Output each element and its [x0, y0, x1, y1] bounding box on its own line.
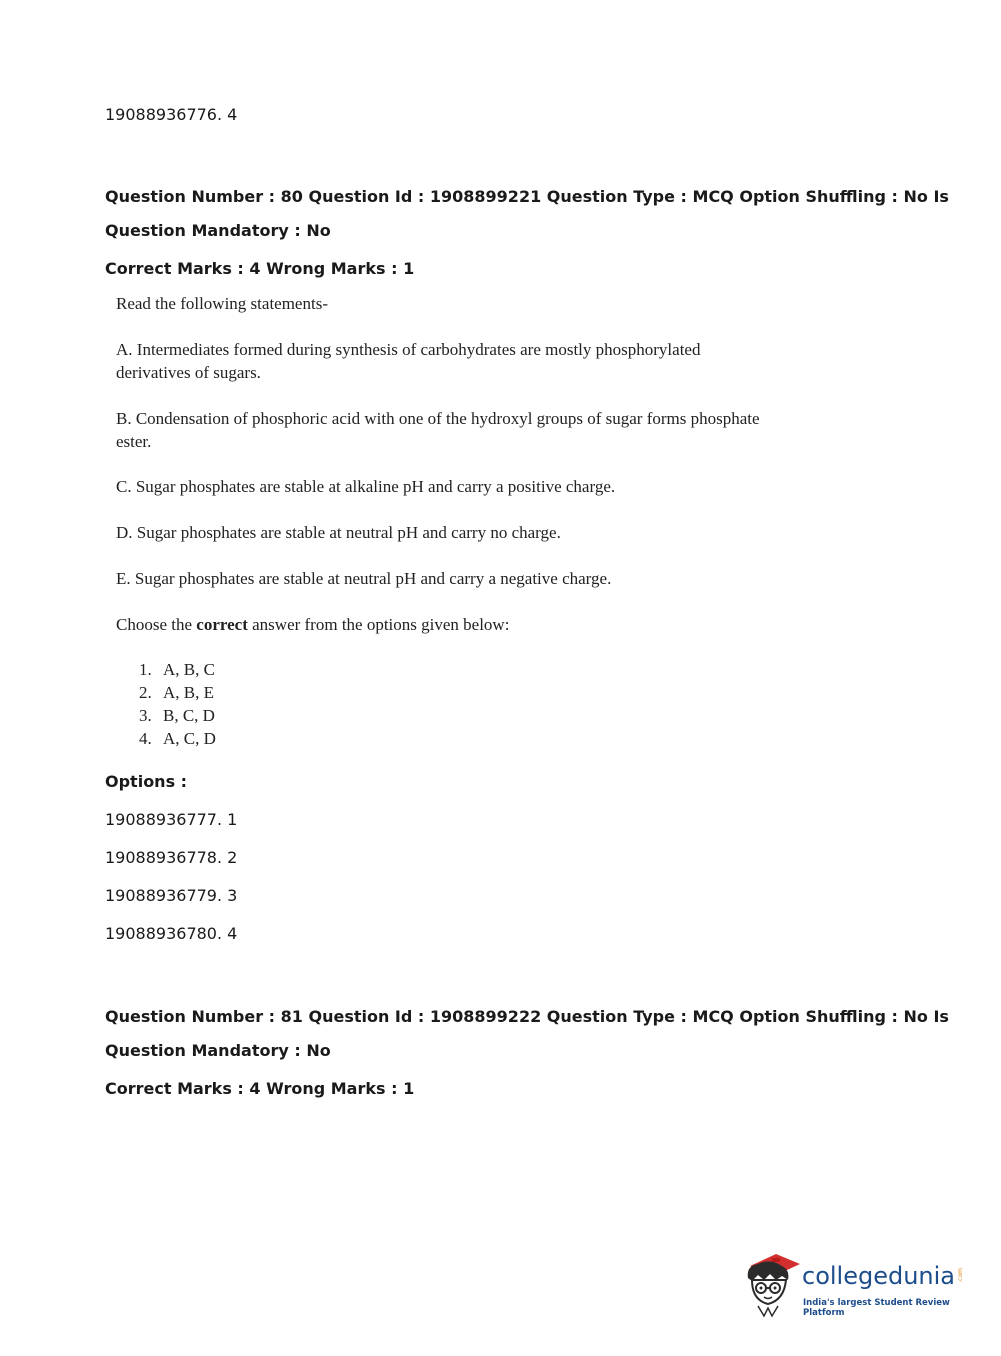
q80-choose-bold: correct — [196, 615, 248, 634]
q80-intro: Read the following statements- — [116, 294, 328, 313]
q80-options-label: Options : — [105, 772, 188, 791]
q80-statement-a-line1: A. Intermediates formed during synthesis of carbohydrates are mostly phosphorylated — [116, 340, 701, 359]
q81-header-line1: Question Number : 81 Question Id : 1908899222 Question Type : MCQ Option Shuffling : No Is — [105, 1007, 949, 1026]
q80-choices-list — [139, 658, 216, 750]
q80-choice — [139, 681, 216, 704]
q80-option-2: 19088936778. 2 — [105, 848, 238, 867]
q80-choose-instruction — [116, 613, 509, 636]
q80-option-1: 19088936777. 1 — [105, 810, 238, 829]
logo-com-suffix: .com — [957, 1268, 964, 1283]
q80-choice — [139, 658, 216, 681]
q80-choice — [139, 727, 216, 750]
q80-statement-d: D. Sugar phosphates are stable at neutral pH and carry no charge. — [116, 523, 561, 542]
q80-header-line2: Question Mandatory : No — [105, 221, 331, 240]
q80-option-3: 19088936779. 3 — [105, 886, 238, 905]
q80-choice-text: A, B, C — [163, 660, 215, 679]
q80-choice — [139, 704, 216, 727]
q80-choice-number: 4. — [139, 729, 152, 748]
q80-choose-post: answer from the options given below: — [247, 615, 510, 634]
q81-marks: Correct Marks : 4 Wrong Marks : 1 — [105, 1079, 415, 1098]
q80-header-line1: Question Number : 80 Question Id : 1908899221 Question Type : MCQ Option Shuffling : No Is — [105, 187, 949, 206]
q80-option-4: 19088936780. 4 — [105, 924, 238, 943]
q80-statement-e: E. Sugar phosphates are stable at neutral pH and carry a negative charge. — [116, 569, 612, 588]
q80-choice-number: 3. — [139, 706, 152, 725]
q80-choice-number: 1. — [139, 660, 152, 679]
q81-header-line2: Question Mandatory : No — [105, 1041, 331, 1060]
q80-choice-text: A, B, E — [163, 683, 214, 702]
logo-wordmark: collegedunia — [802, 1262, 956, 1290]
q80-statement-b-line1: B. Condensation of phosphoric acid with one of the hydroxyl groups of sugar forms phosphate — [116, 409, 760, 428]
q80-choice-text: A, C, D — [163, 729, 216, 748]
q80-statement-b-line2: ester. — [116, 432, 152, 451]
collegedunia-logo — [742, 1248, 972, 1320]
mascot-icon — [742, 1248, 802, 1318]
previous-option-4: 19088936776. 4 — [105, 105, 238, 124]
q80-statement-a-line2: derivatives of sugars. — [116, 363, 261, 382]
q80-statement-b — [116, 407, 760, 453]
q80-statement-c: C. Sugar phosphates are stable at alkaline pH and carry a positive charge. — [116, 477, 616, 496]
q80-choose-pre: Choose the — [116, 615, 197, 634]
q80-choice-number: 2. — [139, 683, 152, 702]
q80-statement-a — [116, 338, 700, 384]
q80-choice-text: B, C, D — [163, 706, 215, 725]
q80-marks: Correct Marks : 4 Wrong Marks : 1 — [105, 259, 415, 278]
logo-tagline: India's largest Student Review Platform — [803, 1298, 950, 1318]
